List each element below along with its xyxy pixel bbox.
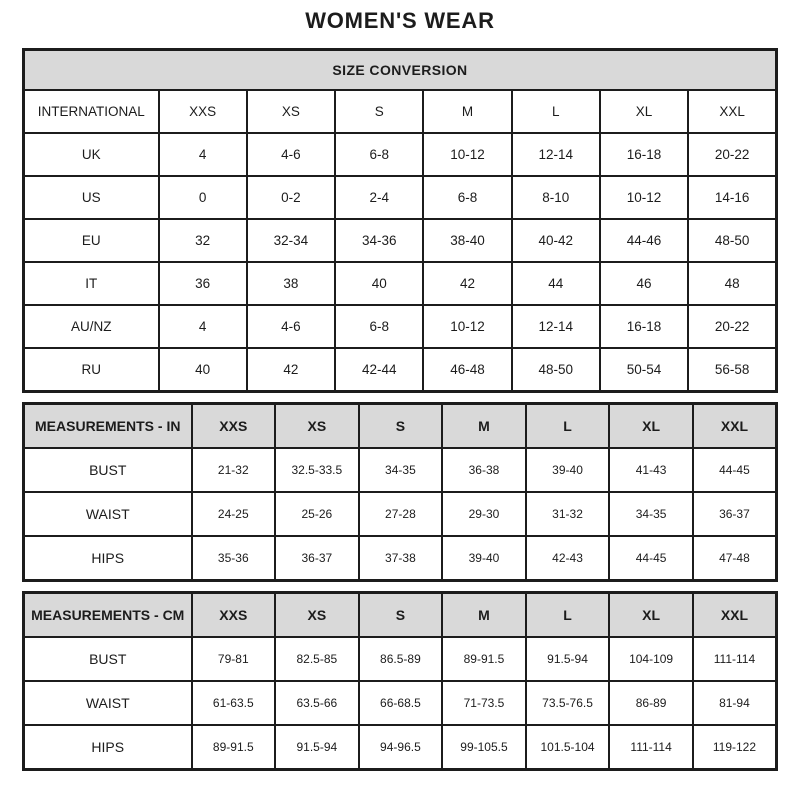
table-cell: 12-14 <box>512 305 600 348</box>
table-cell: 12-14 <box>512 133 600 176</box>
table-cell: 27-28 <box>359 492 443 536</box>
column-header: XXL <box>693 593 777 638</box>
row-label: WAIST <box>24 492 192 536</box>
column-header: S <box>359 404 443 449</box>
column-header: XS <box>275 593 359 638</box>
table-cell: 10-12 <box>423 133 511 176</box>
measurements-table-title: MEASUREMENTS - IN <box>24 404 192 449</box>
table-cell: 34-35 <box>359 448 443 492</box>
column-header: XXS <box>192 404 276 449</box>
table-cell: 46-48 <box>423 348 511 392</box>
table-title-row <box>24 50 777 91</box>
table-cell: 66-68.5 <box>359 681 443 725</box>
table-cell: 10-12 <box>423 305 511 348</box>
table-cell: 119-122 <box>693 725 777 770</box>
row-label: HIPS <box>24 725 192 770</box>
table-cell: 31-32 <box>526 492 610 536</box>
table-row <box>24 262 777 305</box>
table-cell: 34-36 <box>335 219 423 262</box>
table-cell: 111-114 <box>609 725 693 770</box>
column-header: S <box>335 90 423 133</box>
table-cell: 48-50 <box>512 348 600 392</box>
column-header: XXL <box>688 90 776 133</box>
table-cell: 101.5-104 <box>526 725 610 770</box>
table-cell: 91.5-94 <box>526 637 610 681</box>
table-cell: 71-73.5 <box>442 681 526 725</box>
table-header-row <box>24 593 777 638</box>
size-chart-document <box>22 0 778 771</box>
table-cell: 50-54 <box>600 348 688 392</box>
column-header: XXS <box>192 593 276 638</box>
table-cell: 42 <box>247 348 335 392</box>
table-cell: 4-6 <box>247 133 335 176</box>
table-cell: 104-109 <box>609 637 693 681</box>
table-cell: 40 <box>159 348 247 392</box>
table-cell: 40-42 <box>512 219 600 262</box>
table-cell: 20-22 <box>688 133 776 176</box>
table-cell: 21-32 <box>192 448 276 492</box>
table-cell: 6-8 <box>423 176 511 219</box>
table-cell: 47-48 <box>693 536 777 581</box>
table-cell: 40 <box>335 262 423 305</box>
table-cell: 2-4 <box>335 176 423 219</box>
size-conversion-title: SIZE CONVERSION <box>24 50 777 91</box>
table-cell: 46 <box>600 262 688 305</box>
table-cell: 34-35 <box>609 492 693 536</box>
table-row <box>24 448 777 492</box>
table-cell: 38 <box>247 262 335 305</box>
table-cell: 73.5-76.5 <box>526 681 610 725</box>
table-row <box>24 133 777 176</box>
row-label: BUST <box>24 448 192 492</box>
row-label: EU <box>24 219 159 262</box>
column-header: XL <box>609 593 693 638</box>
table-cell: 8-10 <box>512 176 600 219</box>
row-label: RU <box>24 348 159 392</box>
table-cell: 39-40 <box>526 448 610 492</box>
table-row <box>24 176 777 219</box>
table-cell: 86.5-89 <box>359 637 443 681</box>
row-label: US <box>24 176 159 219</box>
table-cell: 61-63.5 <box>192 681 276 725</box>
table-cell: 44 <box>512 262 600 305</box>
table-cell: 24-25 <box>192 492 276 536</box>
row-label: BUST <box>24 637 192 681</box>
table-row <box>24 637 777 681</box>
page-title: WOMEN'S WEAR <box>305 8 495 33</box>
table-cell: 48-50 <box>688 219 776 262</box>
table-cell: 94-96.5 <box>359 725 443 770</box>
column-header: L <box>512 90 600 133</box>
table-row <box>24 681 777 725</box>
table-row <box>24 725 777 770</box>
table-cell: 81-94 <box>693 681 777 725</box>
table-cell: 14-16 <box>688 176 776 219</box>
table-cell: 20-22 <box>688 305 776 348</box>
table-row <box>24 219 777 262</box>
table-row <box>24 536 777 581</box>
size-conversion-table <box>22 48 778 393</box>
table-cell: 42-44 <box>335 348 423 392</box>
table-cell: 16-18 <box>600 305 688 348</box>
table-cell: 0-2 <box>247 176 335 219</box>
table-row <box>24 305 777 348</box>
row-label: IT <box>24 262 159 305</box>
table-cell: 42 <box>423 262 511 305</box>
table-cell: 63.5-66 <box>275 681 359 725</box>
table-cell: 89-91.5 <box>442 637 526 681</box>
table-cell: 36-37 <box>693 492 777 536</box>
column-header: L <box>526 593 610 638</box>
table-cell: 37-38 <box>359 536 443 581</box>
column-header: XXL <box>693 404 777 449</box>
row-label: WAIST <box>24 681 192 725</box>
table-cell: 35-36 <box>192 536 276 581</box>
table-cell: 44-45 <box>693 448 777 492</box>
table-cell: 111-114 <box>693 637 777 681</box>
table-cell: 36-38 <box>442 448 526 492</box>
measurements-cm-table <box>22 591 778 771</box>
table-cell: 4-6 <box>247 305 335 348</box>
table-cell: 36-37 <box>275 536 359 581</box>
table-cell: 4 <box>159 133 247 176</box>
table-cell: 25-26 <box>275 492 359 536</box>
table-row <box>24 492 777 536</box>
table-cell: 0 <box>159 176 247 219</box>
column-header: L <box>526 404 610 449</box>
table-cell: 91.5-94 <box>275 725 359 770</box>
table-cell: 44-45 <box>609 536 693 581</box>
table-cell: 89-91.5 <box>192 725 276 770</box>
table-cell: 10-12 <box>600 176 688 219</box>
table-row <box>24 348 777 392</box>
column-header: XL <box>609 404 693 449</box>
table-cell: 56-58 <box>688 348 776 392</box>
column-header: M <box>423 90 511 133</box>
table-cell: 4 <box>159 305 247 348</box>
column-header: XXS <box>159 90 247 133</box>
row-label: HIPS <box>24 536 192 581</box>
measurements-table-title: MEASUREMENTS - CM <box>24 593 192 638</box>
table-cell: 82.5-85 <box>275 637 359 681</box>
table-cell: 99-105.5 <box>442 725 526 770</box>
table-cell: 36 <box>159 262 247 305</box>
column-header: M <box>442 404 526 449</box>
table-header-row <box>24 404 777 449</box>
table-cell: 44-46 <box>600 219 688 262</box>
table-cell: 38-40 <box>423 219 511 262</box>
table-cell: 6-8 <box>335 133 423 176</box>
column-header: XS <box>247 90 335 133</box>
table-cell: 42-43 <box>526 536 610 581</box>
row-label: AU/NZ <box>24 305 159 348</box>
table-cell: 6-8 <box>335 305 423 348</box>
table-cell: 29-30 <box>442 492 526 536</box>
column-header: XL <box>600 90 688 133</box>
table-cell: 32-34 <box>247 219 335 262</box>
row-label: UK <box>24 133 159 176</box>
measurements-in-table <box>22 402 778 582</box>
table-cell: 16-18 <box>600 133 688 176</box>
column-header-row <box>24 90 777 133</box>
column-header: S <box>359 593 443 638</box>
column-header: M <box>442 593 526 638</box>
table-cell: 32.5-33.5 <box>275 448 359 492</box>
column-header: XS <box>275 404 359 449</box>
table-cell: 32 <box>159 219 247 262</box>
table-cell: 39-40 <box>442 536 526 581</box>
table-cell: 86-89 <box>609 681 693 725</box>
table-cell: 41-43 <box>609 448 693 492</box>
table-cell: 48 <box>688 262 776 305</box>
column-header: INTERNATIONAL <box>24 90 159 133</box>
table-cell: 79-81 <box>192 637 276 681</box>
